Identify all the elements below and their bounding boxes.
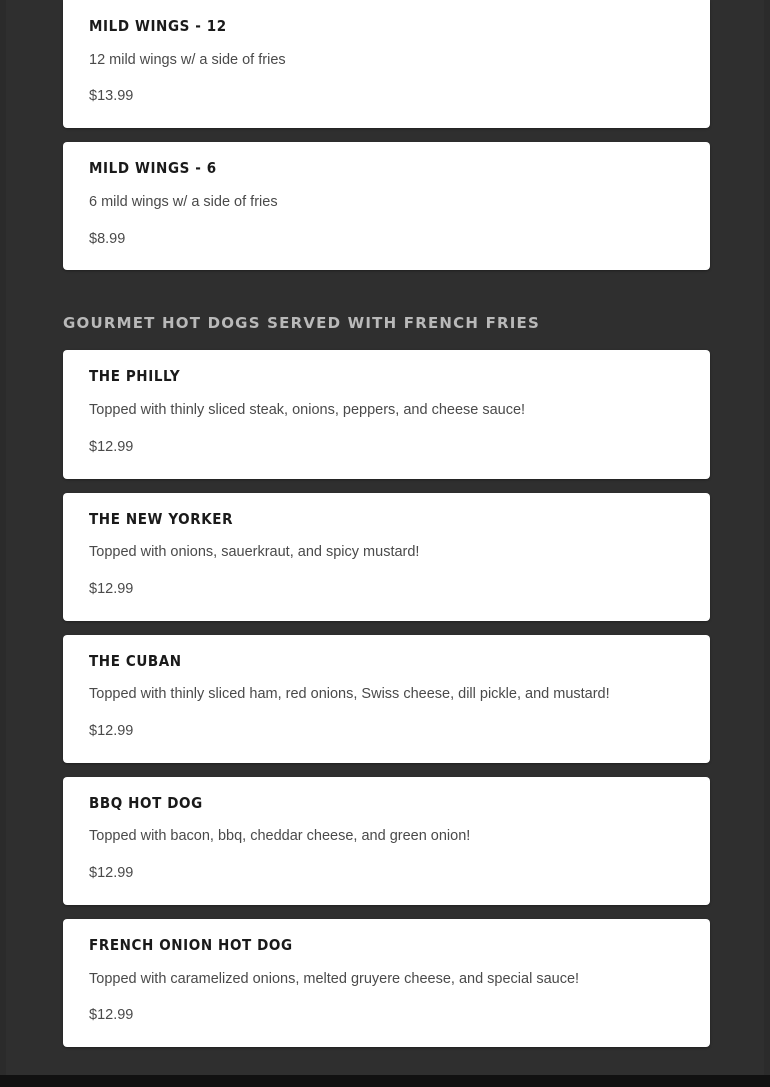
menu-item-name: FRENCH ONION HOT DOG <box>89 936 293 955</box>
menu-item-description: Topped with bacon, bbq, cheddar cheese, and green onion! <box>89 828 471 845</box>
menu-item-card[interactable] <box>63 777 710 905</box>
menu-item-card[interactable] <box>63 635 710 763</box>
menu-item-card[interactable] <box>63 350 710 478</box>
section-heading: GOURMET HOT DOGS SERVED WITH FRENCH FRIES <box>63 314 540 333</box>
menu-item-name: THE PHILLY <box>89 367 181 386</box>
menu-item-price: $12.99 <box>89 1007 134 1024</box>
menu-item-description: 12 mild wings w/ a side of fries <box>89 51 286 68</box>
menu-item-price: $12.99 <box>89 438 134 455</box>
menu-item-description: Topped with thinly sliced steak, onions, peppers, and cheese sauce! <box>89 401 526 418</box>
menu-item-price: $8.99 <box>89 230 126 247</box>
menu-item-description: Topped with thinly sliced ham, red onions, Swiss cheese, dill pickle, and mustard! <box>89 686 610 703</box>
menu-item-price: $12.99 <box>89 580 134 597</box>
menu-item-card[interactable] <box>63 0 710 128</box>
section-spacer <box>0 270 770 314</box>
menu-item-card[interactable] <box>63 919 710 1047</box>
menu-item-name: BBQ HOT DOG <box>89 793 203 812</box>
menu-item-name: THE NEW YORKER <box>89 509 234 528</box>
menu-item-price: $13.99 <box>89 88 134 105</box>
menu-item-card[interactable] <box>63 142 710 270</box>
menu-item-description: 6 mild wings w/ a side of fries <box>89 193 278 210</box>
menu-item-description: Topped with onions, sauerkraut, and spicy mustard! <box>89 544 420 561</box>
menu-item-price: $12.99 <box>89 723 134 740</box>
menu-item-card[interactable] <box>63 493 710 621</box>
menu-item-price: $12.99 <box>89 865 134 882</box>
menu-item-name: MILD WINGS - 12 <box>89 17 227 35</box>
menu-item-name: THE CUBAN <box>89 651 182 670</box>
menu-item-description: Topped with caramelized onions, melted gruyere cheese, and special sauce! <box>89 970 580 987</box>
menu-item-name: MILD WINGS - 6 <box>89 159 217 178</box>
bottom-bar <box>0 1075 770 1087</box>
